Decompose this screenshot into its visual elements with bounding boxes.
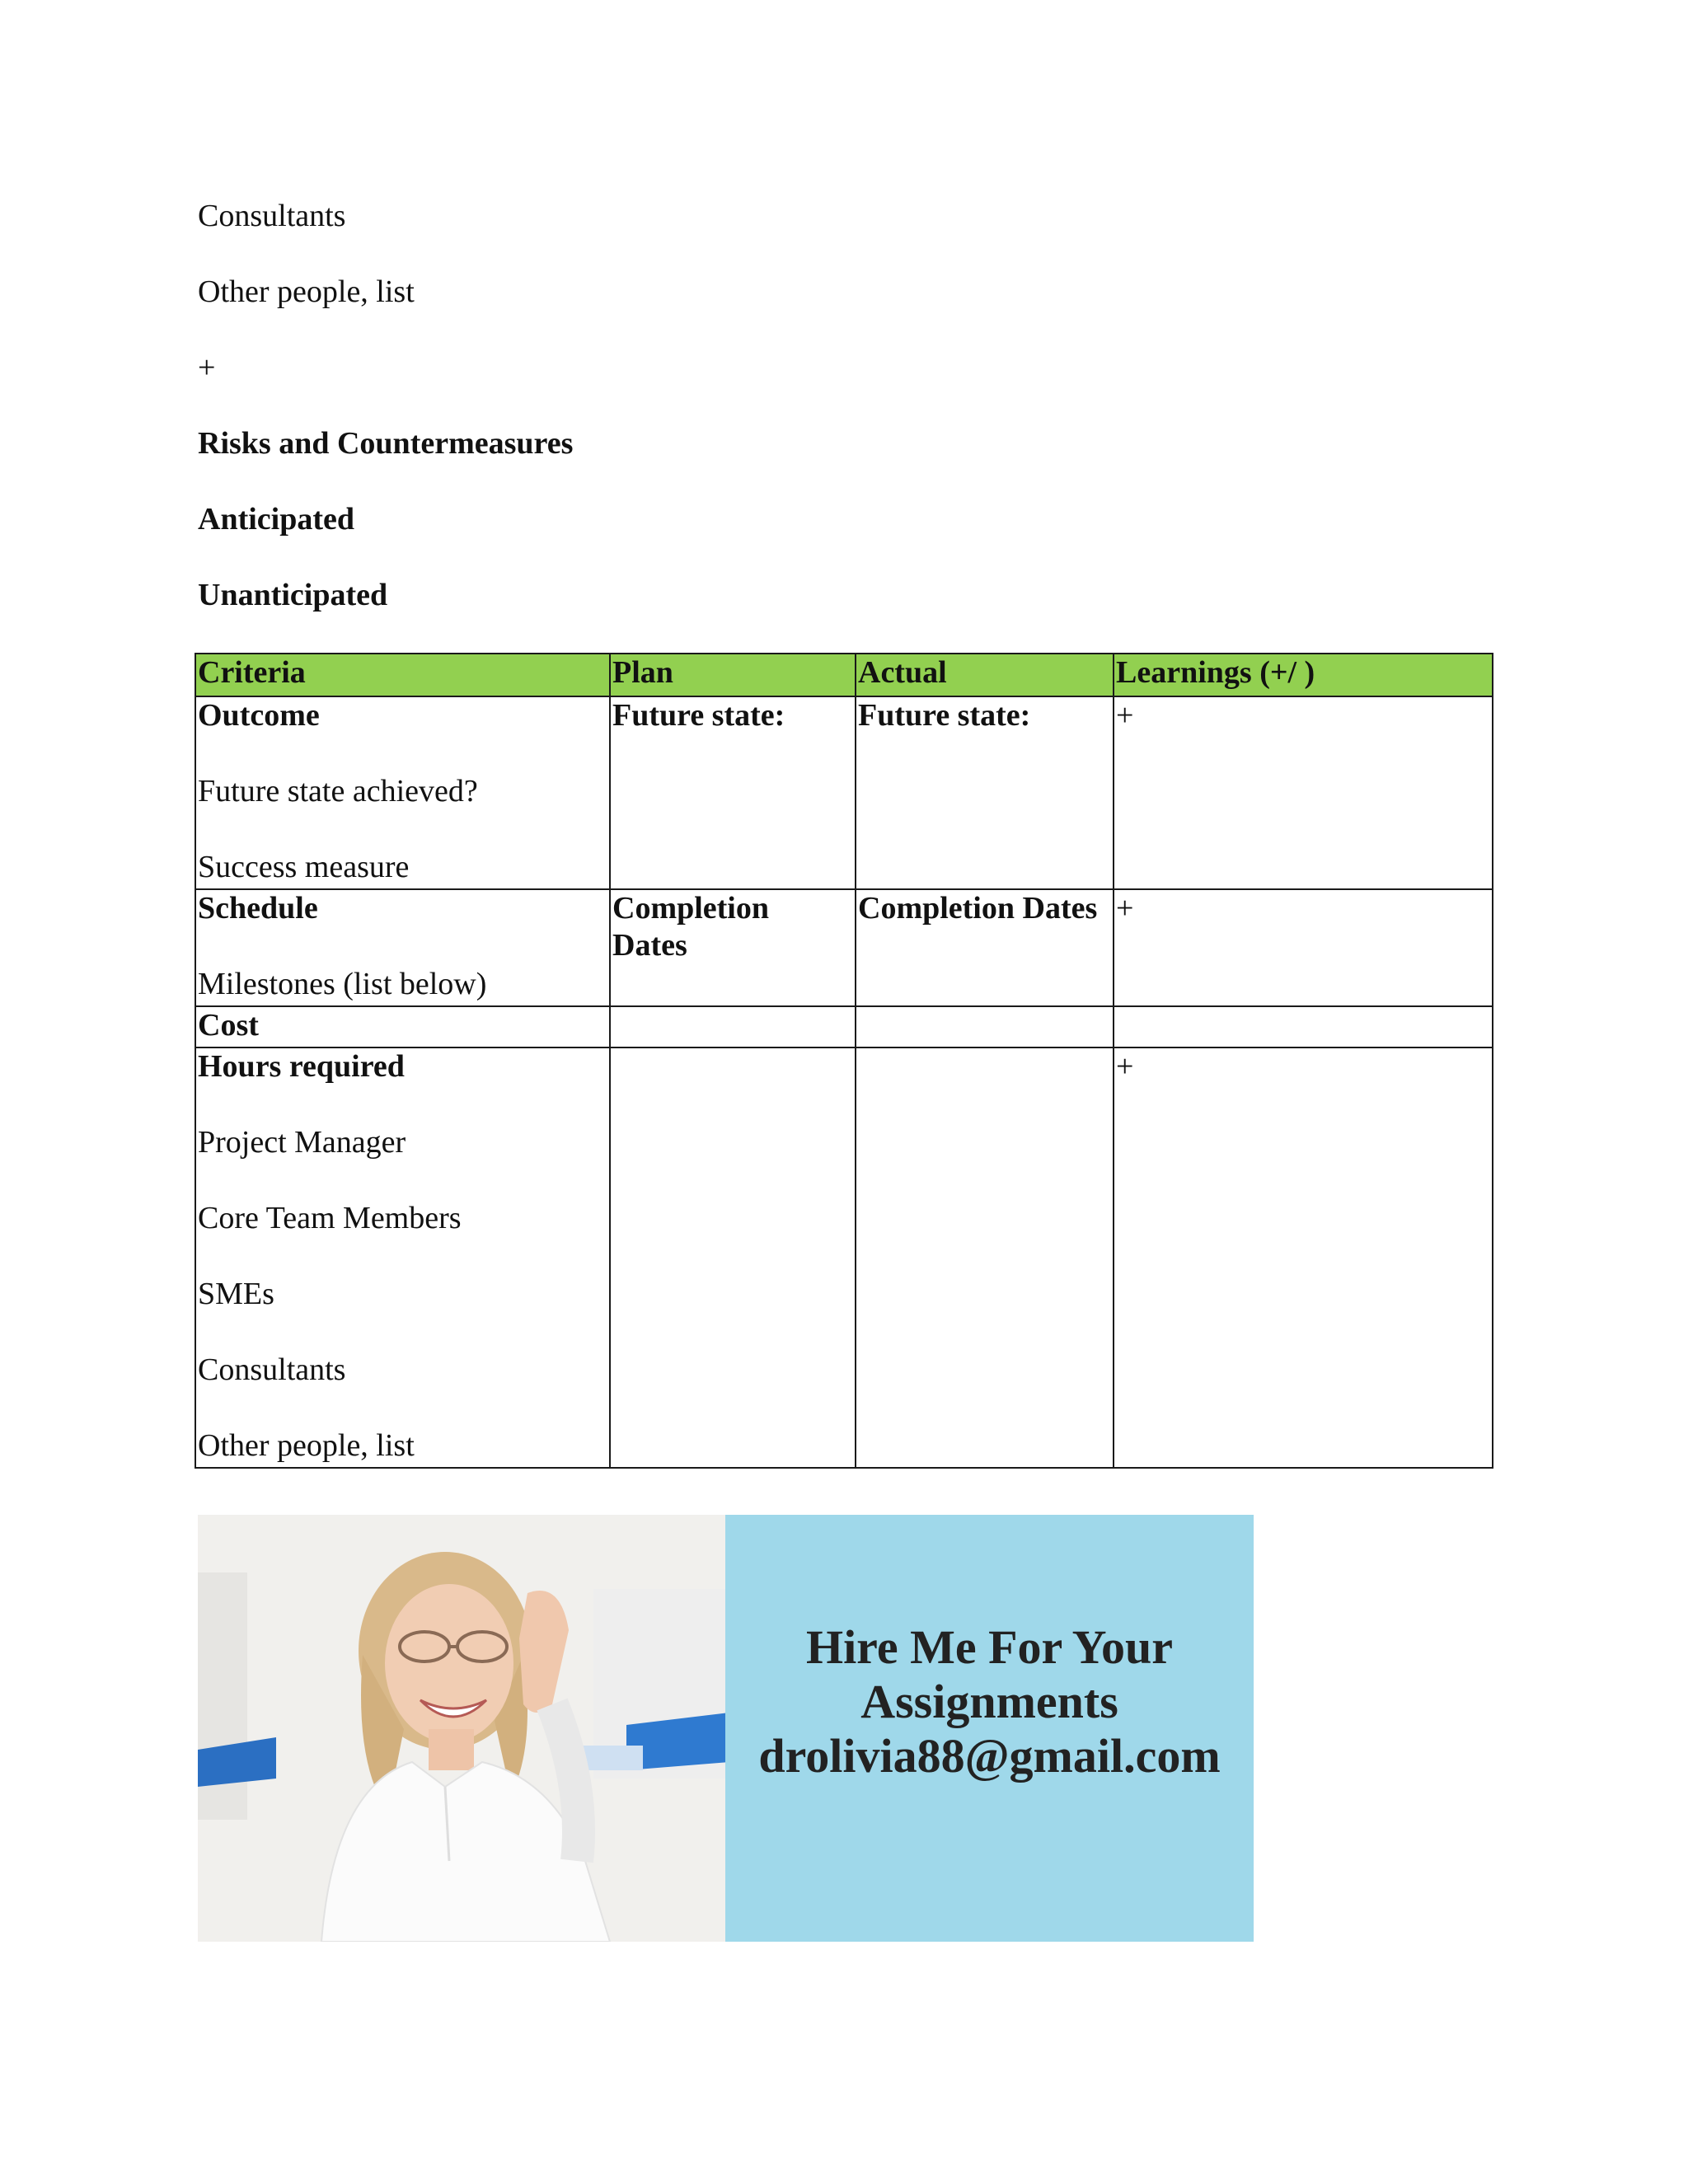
schedule-plan-line-1: Completion [612,891,769,926]
consultants-line: Consultants [198,199,346,233]
hours-line-smes: SMEs [198,1277,274,1311]
hours-line-other-people: Other people, list [198,1428,415,1463]
anticipated-heading: Anticipated [198,502,354,537]
schedule-learnings-cell [1114,889,1493,1006]
hours-line-core-team: Core Team Members [198,1201,462,1235]
header-actual: Actual [856,654,1114,696]
hire-me-line-2: Assignments [860,1675,1118,1728]
outcome-actual-text: Future state: [858,698,1031,733]
cost-criteria-cell [195,1006,610,1047]
hours-line-consultants: Consultants [198,1352,346,1387]
outcome-title: Outcome [198,698,320,733]
schedule-plan-cell [610,889,856,1006]
schedule-actual-cell [856,889,1114,1006]
cost-title: Cost [198,1008,259,1043]
hours-criteria-cell [195,1047,610,1468]
hire-me-panel [725,1515,1254,1942]
header-plan: Plan [610,654,856,696]
header-criteria: Criteria [195,654,610,696]
unanticipated-heading: Unanticipated [198,578,388,612]
outcome-actual-cell [856,696,1114,889]
header-learnings: Learnings (+/ ) [1114,654,1493,696]
criteria-table [195,653,1493,1469]
hours-learnings-text: + [1116,1049,1134,1084]
outcome-criteria-cell [195,696,610,889]
schedule-learnings-text: + [1116,891,1134,926]
outcome-line-future-state: Future state achieved? [198,774,478,808]
hire-me-line-1: Hire Me For Your [805,1620,1174,1674]
cost-learnings-cell [1114,1006,1493,1047]
hours-actual-cell [856,1047,1114,1468]
hours-plan-cell [610,1047,856,1468]
hire-me-email: drolivia88@gmail.com [758,1729,1221,1783]
cost-plan-cell [610,1006,856,1047]
schedule-title: Schedule [198,891,318,926]
outcome-plan-cell [610,696,856,889]
plus-line: + [198,350,216,385]
schedule-criteria-cell [195,889,610,1006]
outcome-plan-text: Future state: [612,698,785,733]
table-header-row [195,654,1493,696]
outcome-row [195,696,1493,889]
risks-heading: Risks and Countermeasures [198,426,574,461]
schedule-plan-line-2: Dates [612,928,687,963]
other-people-line: Other people, list [198,274,415,309]
schedule-line-milestones: Milestones (list below) [198,967,487,1001]
schedule-row [195,889,1493,1006]
schedule-actual-text: Completion Dates [858,891,1098,926]
hours-row [195,1047,1493,1468]
cost-actual-cell [856,1006,1114,1047]
hire-me-text [725,1620,1254,1783]
hours-title: Hours required [198,1049,405,1084]
hours-line-project-manager: Project Manager [198,1125,406,1160]
advertisement-banner [198,1515,1254,1942]
outcome-learnings-cell [1114,696,1493,889]
outcome-learnings-text: + [1116,698,1134,733]
woman-illustration-icon [198,1515,729,1942]
hours-learnings-cell [1114,1047,1493,1468]
cost-row [195,1006,1493,1047]
outcome-line-success-measure: Success measure [198,850,410,884]
woman-photo [198,1515,729,1942]
